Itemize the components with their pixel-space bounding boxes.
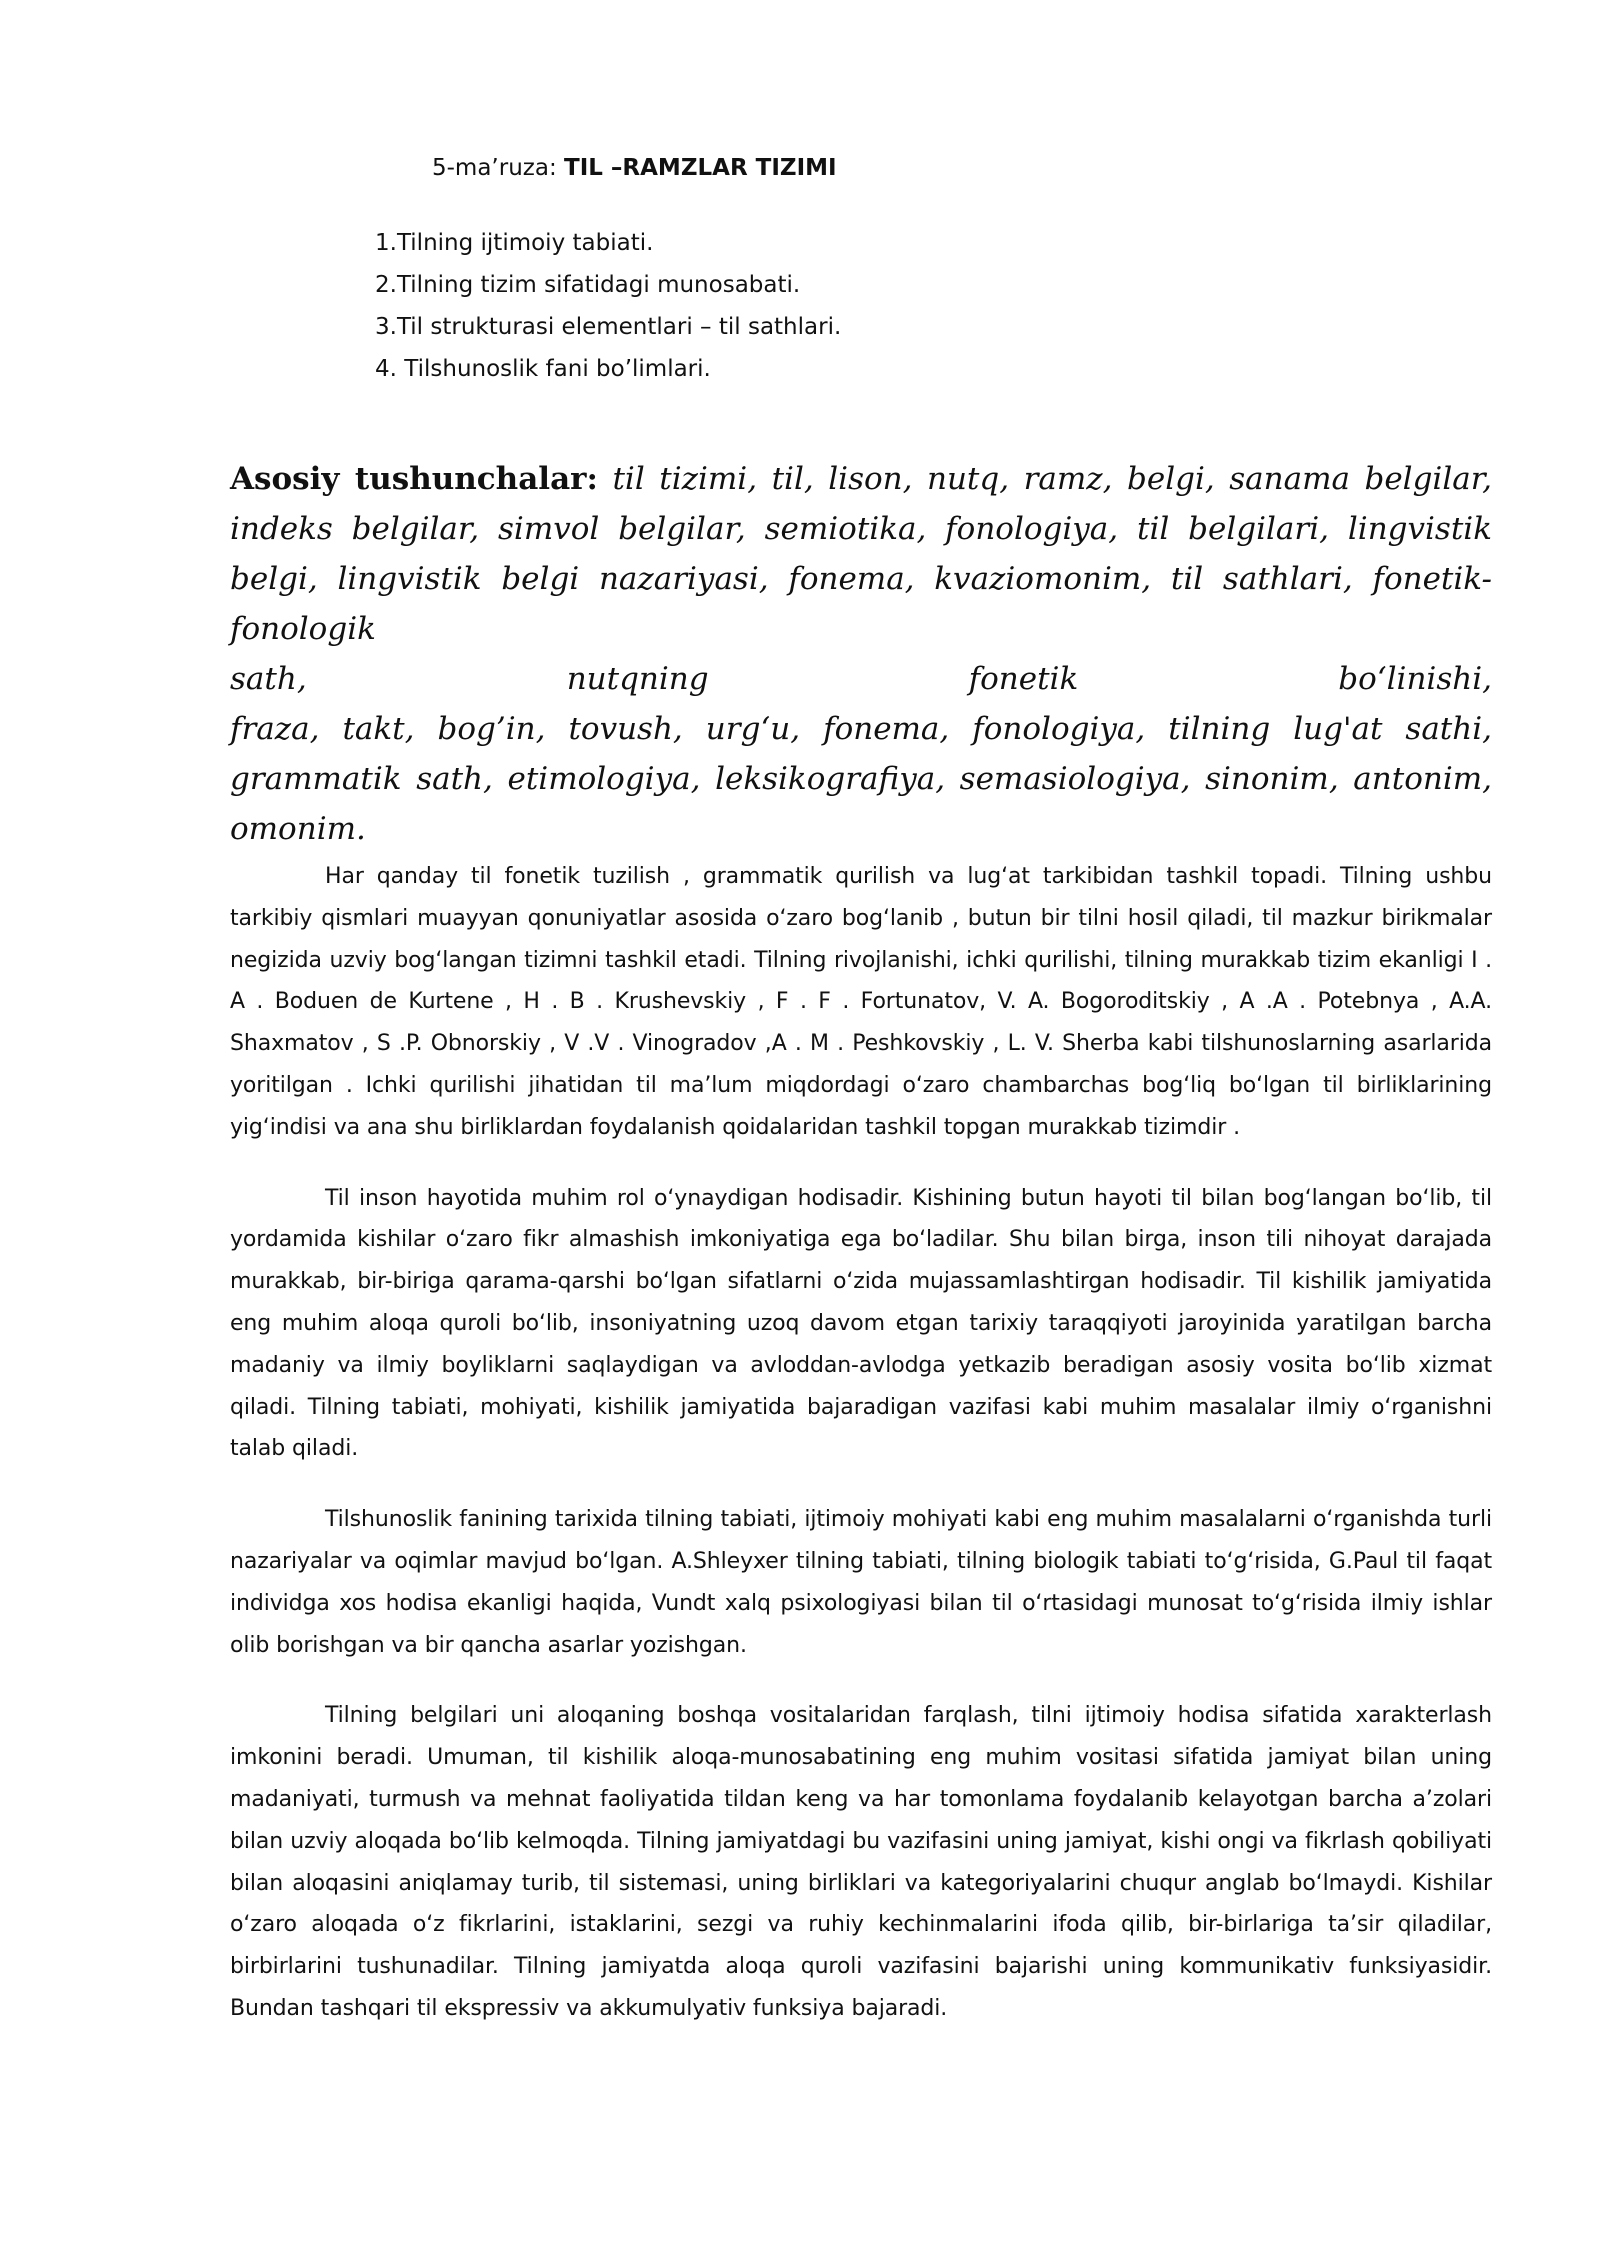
key-concepts-block	[230, 454, 1492, 654]
paragraph: Tilshunoslik fanining tarixida tilning tabiati, ijtimoiy mohiyati kabi eng muhim masalalarni o‘rganishda turli nazariyalar va oqimlar mavjud bo‘lgan. A.Shleyxer tilning tabiati, tilning biologik tabiati to‘g‘risida, G.Paul til faqat individga xos hodisa ekanligi haqida, Vundt xalq psixologiyasi bilan til o‘rtasidagi munosat to‘g‘risida ilmiy ishlar olib borishgan va bir qancha asarlar yozishgan.	[230, 1507, 1492, 1658]
body-text	[230, 856, 1492, 2059]
paragraph: Tilning belgilari uni aloqaning boshqa vositalaridan farqlash, tilni ijtimoiy hodisa sifatida xarakterlash imkonini beradi. Umuman, til kishilik aloqa-munosabatining eng muhim vositasi sifatida jamiyat bilan uning madaniyati, turmush va mehnat faoliyatida tildan keng va har tomonlama foydalanib kelayotgan barcha a’zolari bilan uzviy aloqada bo‘lib kelmoqda. Tilning jamiyatdagi bu vazifasini uning jamiyat, kishi ongi va fikrlash qobiliyati bilan aloqasini aniqlamay turib, til sistemasi, uning birliklari va kategoriyalarini chuqur anglab bo‘lmaydi. Kishilar o‘zaro aloqada o‘z fikrlarini, istaklarini, sezgi va ruhiy kechinmalarini ifoda qilib, bir-birlariga ta’sir qiladilar, birbirlarini tushunadilar. Tilning jamiyatda aloqa quroli vazifasini bajarishi uning kommunikativ funksiyasidir. Bundan tashqari til ekspressiv va akkumulyativ funksiya bajaradi.	[230, 1703, 1492, 2021]
spread-word: bo‘linishi,	[1338, 661, 1492, 697]
spread-word: nutqning	[566, 661, 709, 697]
lecture-title	[432, 155, 837, 181]
key-concepts-terms-continued: fraza, takt, bog’in, tovush, urg‘u, fonema, fonologiya, tilning lug'at sathi, grammatik sath, etimologiya, leksikografiya, semasiologiya, sinonim, antonim, omonim.	[230, 711, 1492, 847]
key-concepts-spread-line	[230, 654, 1492, 704]
paragraph: Har qanday til fonetik tuzilish , grammatik qurilish va lug‘at tarkibidan tashkil topadi. Tilning ushbu tarkibiy qismlari muayyan qonuniyatlar asosida o‘zaro bog‘lanib , butun bir tilni hosil qiladi, til mazkur birikmalar negizida uzviy bog‘langan tizimni tashkil etadi. Tilning rivojlanishi, ichki qurilishi, tilning murakkab tizim ekanligi I . A . Boduen de Kurtene , H . B . Krushevskiy , F . F . Fortunatov, V. A. Bogoroditskiy , A .A . Potebnya , A.A. Shaxmatov , S .P. Obnorskiy , V .V . Vinogradov ,A . M . Peshkovskiy , L. V. Sherba kabi tilshunoslarning asarlarida yoritilgan . Ichki qurilishi jihatidan til ma’lum miqdordagi o‘zaro chambarchas bog‘liq bo‘lgan til birliklarining yig‘indisi va ana shu birliklardan foydalanish qoidalaridan tashkil topgan murakkab tizimdir .	[230, 864, 1492, 1140]
lecture-outline	[375, 222, 841, 390]
outline-item: 2.Tilning tizim sifatidagi munosabati.	[375, 272, 801, 298]
outline-item: 4. Tilshunoslik fani bo’limlari.	[375, 356, 711, 382]
lecture-number: 5-ma’ruza:	[432, 155, 565, 181]
outline-item: 1.Tilning ijtimoiy tabiati.	[375, 230, 654, 256]
outline-item: 3.Til strukturasi elementlari – til sathlari.	[375, 314, 842, 340]
lecture-topic: TIL –RAMZLAR TIZIMI	[564, 155, 837, 181]
key-concepts-label: Asosiy tushunchalar:	[230, 461, 598, 497]
key-concepts	[230, 454, 1492, 854]
paragraph: Til inson hayotida muhim rol o‘ynaydigan hodisadir. Kishining butun hayoti til bilan bog‘langan bo‘lib, til yordamida kishilar o‘zaro fikr almashish imkoniyatiga ega bo‘ladilar. Shu bilan birga, inson tili nihoyat darajada murakkab, bir-biriga qarama-qarshi bo‘lgan sifatlarni o‘zida mujassamlashtirgan hodisadir. Til kishilik jamiyatida eng muhim aloqa quroli bo‘lib, insoniyatning uzoq davom etgan tarixiy taraqqiyoti jaroyinida yaratilgan barcha madaniy va ilmiy boyliklarni saqlaydigan va avloddan-avlodga yetkazib beradigan asosiy vosita bo‘lib xizmat qiladi. Tilning tabiati, mohiyati, kishilik jamiyatida bajaradigan vazifasi kabi muhim masalalar ilmiy o‘rganishni talab qiladi.	[230, 1185, 1492, 1462]
spread-word: fonetik	[968, 661, 1079, 697]
key-concepts-terms: til tizimi, til, lison, nutq, ramz, belgi, sanama belgilar, indeks belgilar, simvol belgilar, semiotika, fonologiya, til belgilari, lingvistik belgi, lingvistik belgi nazariyasi, fonema, kvaziomonim, til sathlari, fonetik-fonologik	[230, 461, 1493, 647]
spread-word: sath,	[230, 661, 307, 697]
